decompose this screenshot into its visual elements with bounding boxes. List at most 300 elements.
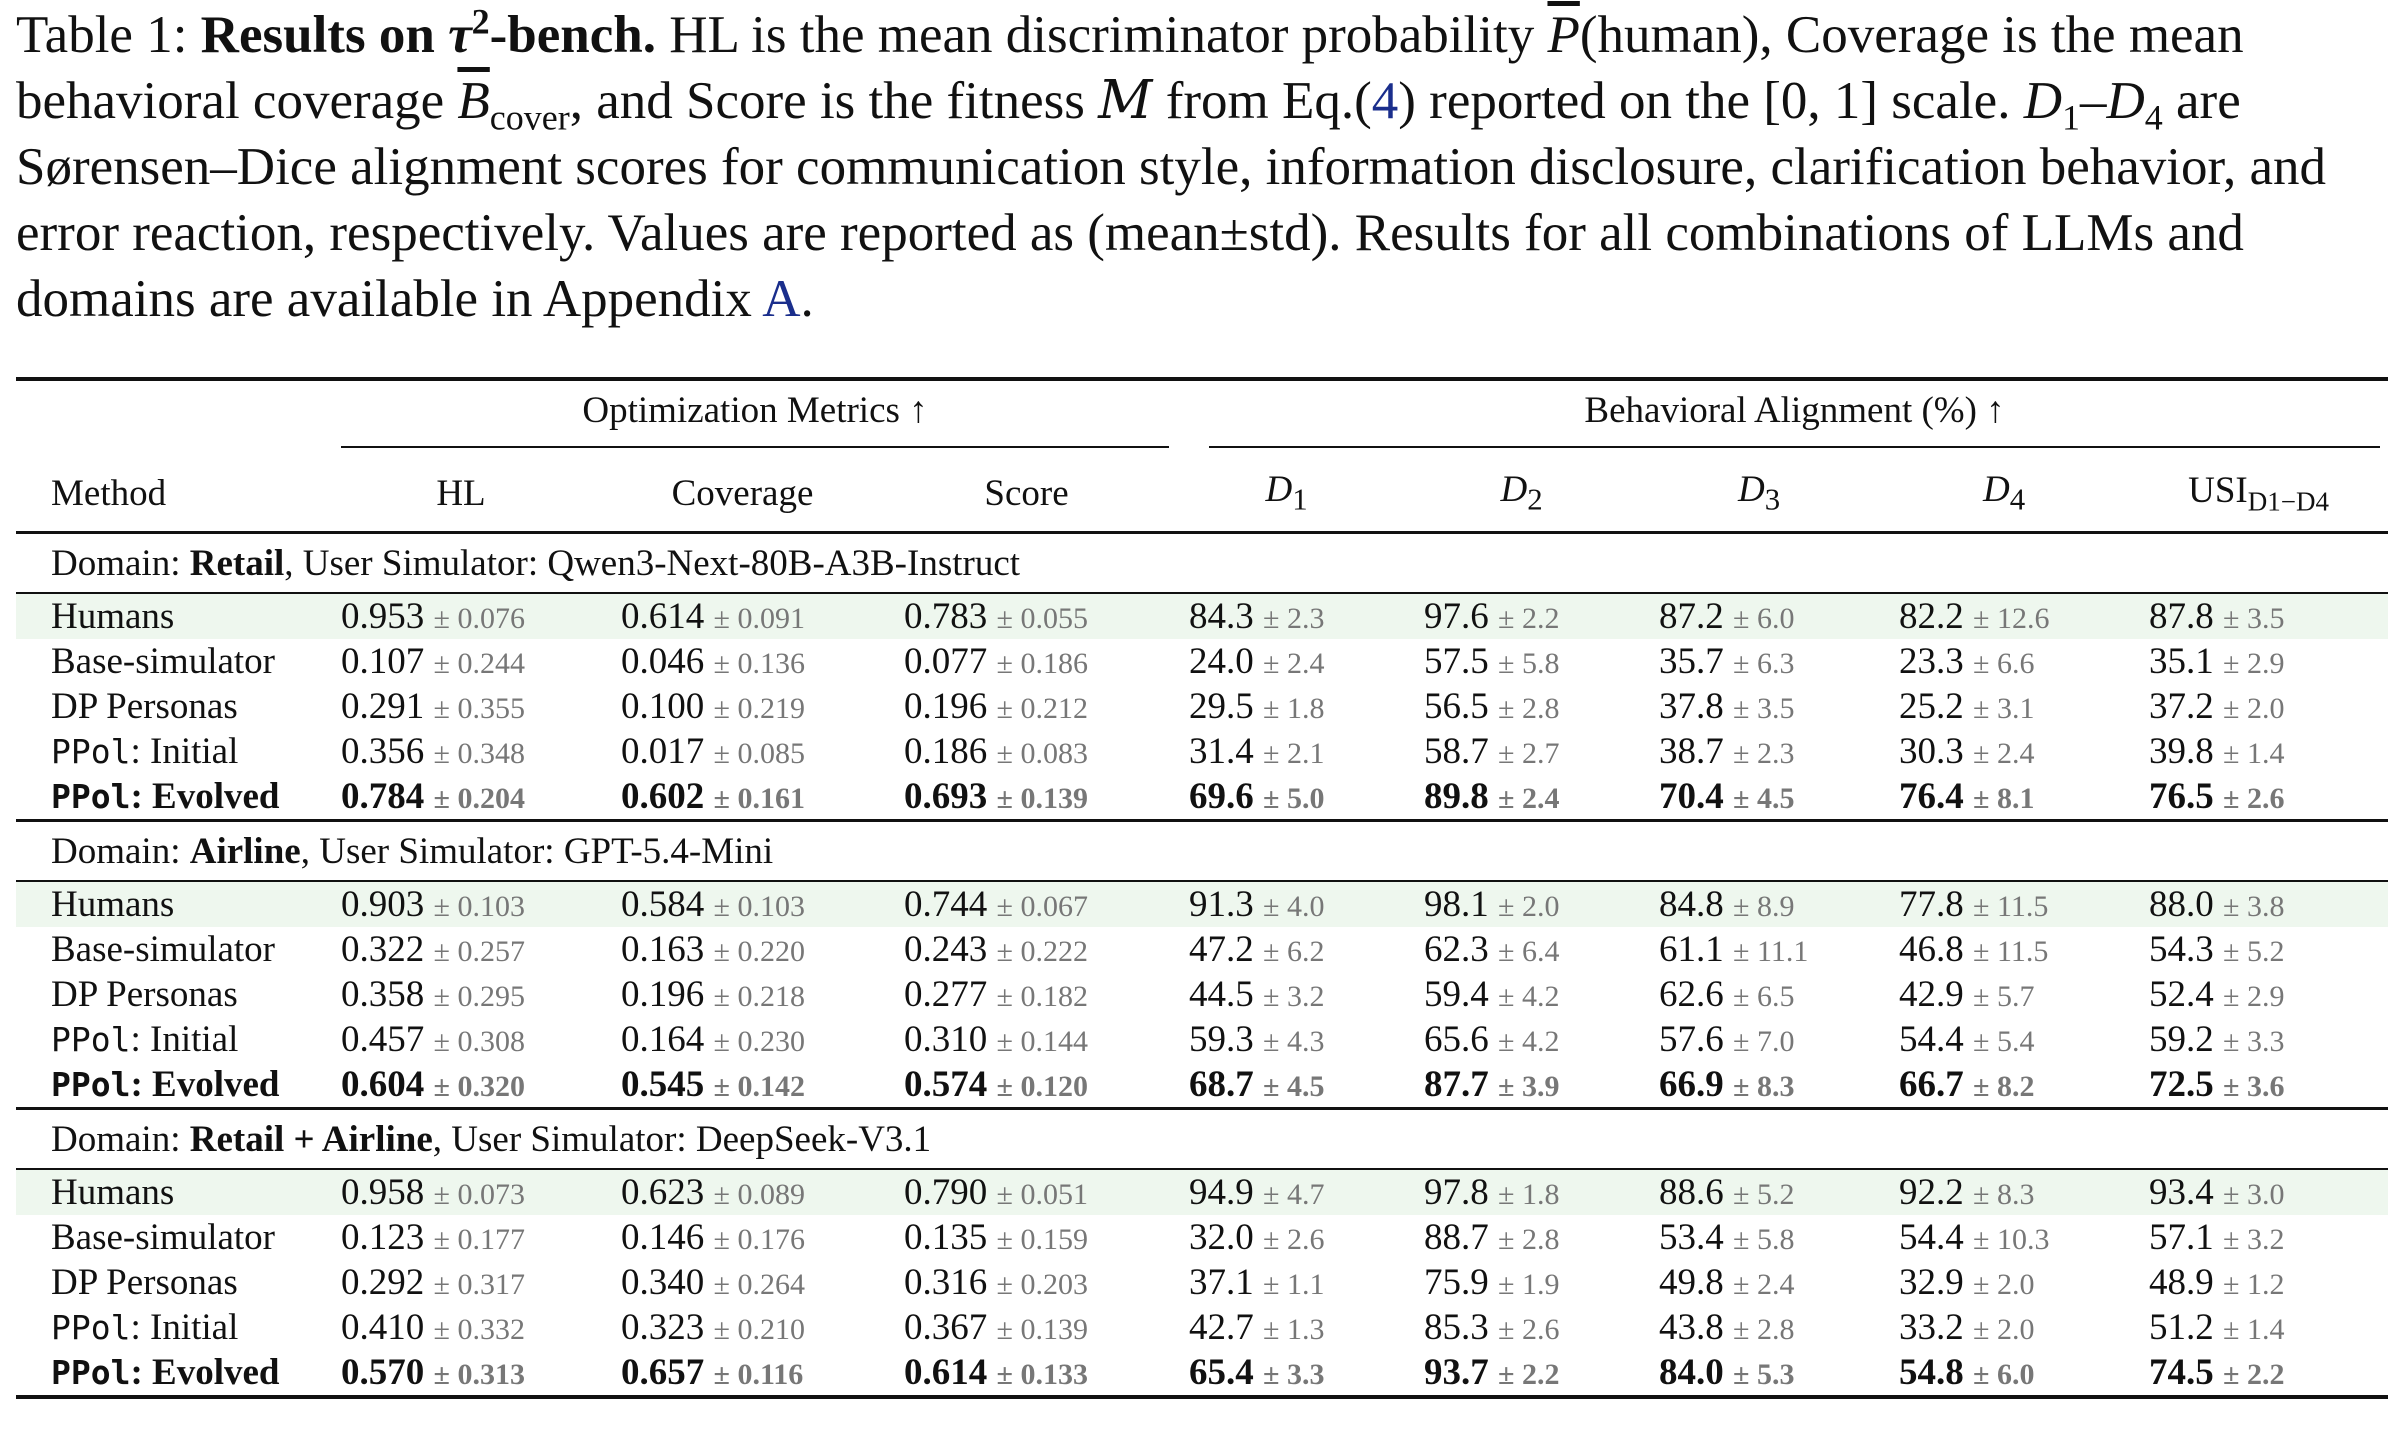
simulator-name: DeepSeek-V3.1: [695, 1118, 932, 1160]
mean-value: 0.457: [341, 1019, 425, 1060]
std-value: ± 3.9: [1498, 1070, 1560, 1103]
value-cell: [1404, 1062, 1639, 1109]
std-value: ± 3.3: [2223, 1025, 2285, 1058]
mean-value: 97.8: [1424, 1172, 1489, 1213]
method-name: PPol: [51, 1020, 131, 1059]
std-value: ± 4.5: [1733, 782, 1795, 815]
mean-value: 31.4: [1189, 731, 1254, 772]
table-caption: Table 1: Results on $\tau^2$-bench. HL is the mean discriminator probability $\overline{P}(human)$, Coverage is the mean behavioral coverage $\overline{B}_{cover}$, and Score is the fitness M from Eq.(4) reported on the [0, 1] scale. $D_1-D_4$ are Sørensen–Dice alignment scores for communication style, information disclosure, clarification behavior, and error reaction, respectively. Values are reported as (mean±std). Results for all combinations of LLMs and domains are available in Appendix A.: [16, 1, 2327, 328]
mean-value: 68.7: [1189, 1064, 1254, 1105]
mean-value: 88.0: [2149, 884, 2214, 925]
std-value: ± 0.103: [433, 890, 525, 923]
method-variant: : Initial: [130, 1019, 239, 1060]
mean-value: 0.604: [341, 1064, 425, 1105]
value-cell: [1639, 927, 1879, 972]
value-cell: [601, 639, 884, 684]
std-value: ± 0.116: [713, 1358, 804, 1391]
method-name: DP Personas: [51, 1262, 238, 1303]
std-value: ± 3.2: [1263, 980, 1325, 1013]
table-row: [16, 1062, 2388, 1109]
value-cell: [1404, 927, 1639, 972]
mean-value: 58.7: [1424, 731, 1489, 772]
value-cell: [601, 972, 884, 1017]
value-cell: [601, 927, 884, 972]
method-name: PPol: [51, 1065, 131, 1104]
std-value: ± 0.159: [996, 1223, 1088, 1256]
mean-value: 25.2: [1899, 686, 1964, 727]
mean-value: 0.164: [621, 1019, 705, 1060]
method-cell: [16, 881, 321, 927]
mean-value: 57.1: [2149, 1217, 2214, 1258]
mean-value: 91.3: [1189, 884, 1254, 925]
value-cell: [601, 593, 884, 639]
value-cell: [1879, 1062, 2129, 1109]
std-value: ± 0.120: [996, 1070, 1088, 1103]
std-value: ± 4.5: [1263, 1070, 1325, 1103]
mean-value: 65.6: [1424, 1019, 1489, 1060]
mean-value: 0.135: [904, 1217, 988, 1258]
value-cell: [2129, 881, 2388, 927]
std-value: ± 2.8: [1733, 1313, 1795, 1346]
appendix-ref-link[interactable]: A: [762, 270, 801, 328]
mean-value: 54.4: [1899, 1019, 1964, 1060]
method-name: PPol: [51, 1353, 131, 1392]
value-cell: [1404, 1305, 1639, 1350]
std-value: ± 6.3: [1733, 647, 1795, 680]
mean-value: 61.1: [1659, 929, 1724, 970]
mean-value: 54.4: [1899, 1217, 1964, 1258]
std-value: ± 3.3: [1263, 1358, 1325, 1391]
mean-value: 0.953: [341, 596, 425, 637]
value-cell: [321, 684, 601, 729]
std-value: ± 8.9: [1733, 890, 1795, 923]
value-cell: [884, 1062, 1169, 1109]
mean-value: 88.6: [1659, 1172, 1724, 1213]
value-cell: [1404, 1215, 1639, 1260]
value-cell: [1879, 684, 2129, 729]
std-value: ± 0.355: [433, 692, 525, 725]
mean-value: 75.9: [1424, 1262, 1489, 1303]
std-value: ± 1.1: [1263, 1268, 1325, 1301]
mean-value: 33.2: [1899, 1307, 1964, 1348]
value-cell: [2129, 729, 2388, 774]
std-value: ± 0.076: [433, 602, 525, 635]
value-cell: [2129, 927, 2388, 972]
value-cell: [1404, 684, 1639, 729]
value-cell: [1639, 881, 1879, 927]
std-value: ± 3.8: [2223, 890, 2285, 923]
method-cell: [16, 1017, 321, 1062]
value-cell: [601, 1305, 884, 1350]
value-cell: [1639, 1350, 1879, 1397]
col-header-coverage: Coverage: [601, 455, 884, 533]
value-cell: [1169, 1215, 1404, 1260]
mean-value: 0.657: [621, 1352, 705, 1393]
mean-value: 39.8: [2149, 731, 2214, 772]
table-row: [16, 684, 2388, 729]
value-cell: [2129, 684, 2388, 729]
value-cell: [601, 1062, 884, 1109]
value-cell: [1879, 1017, 2129, 1062]
mean-value: 35.1: [2149, 641, 2214, 682]
std-value: ± 2.6: [2223, 782, 2285, 815]
value-cell: [1639, 593, 1879, 639]
std-value: ± 3.6: [2223, 1070, 2285, 1103]
method-cell: [16, 684, 321, 729]
mean-value: 0.584: [621, 884, 705, 925]
std-value: ± 0.348: [433, 737, 525, 770]
std-value: ± 1.4: [2223, 737, 2285, 770]
value-cell: [2129, 972, 2388, 1017]
std-value: ± 0.320: [433, 1070, 525, 1103]
value-cell: [884, 1017, 1169, 1062]
mean-value: 66.9: [1659, 1064, 1724, 1105]
mean-value: 0.316: [904, 1262, 988, 1303]
std-value: ± 0.218: [713, 980, 805, 1013]
domain-header-row: [16, 1109, 2388, 1170]
mean-value: 37.2: [2149, 686, 2214, 727]
column-header-row: [16, 455, 2388, 533]
std-value: ± 6.0: [1733, 602, 1795, 635]
value-cell: [601, 729, 884, 774]
method-variant: : Evolved: [130, 1064, 280, 1105]
mean-value: 56.5: [1424, 686, 1489, 727]
table-row: [16, 972, 2388, 1017]
value-cell: [884, 972, 1169, 1017]
mean-value: 0.322: [341, 929, 425, 970]
mean-value: 84.3: [1189, 596, 1254, 637]
domain-header: [16, 533, 2388, 594]
std-value: ± 0.177: [433, 1223, 525, 1256]
col-header-d2: $D_2$: [1404, 455, 1639, 533]
value-cell: [321, 1017, 601, 1062]
std-value: ± 4.7: [1263, 1178, 1325, 1211]
value-cell: [1169, 684, 1404, 729]
method-name: Base-simulator: [51, 641, 276, 682]
table-row: [16, 593, 2388, 639]
std-value: ± 1.8: [1498, 1178, 1560, 1211]
std-value: ± 2.0: [2223, 692, 2285, 725]
method-name: DP Personas: [51, 686, 238, 727]
value-cell: [1169, 972, 1404, 1017]
value-cell: [321, 1260, 601, 1305]
mean-value: 24.0: [1189, 641, 1254, 682]
mean-value: 44.5: [1189, 974, 1254, 1015]
table-row: [16, 774, 2388, 821]
value-cell: [1639, 1260, 1879, 1305]
mean-value: 57.5: [1424, 641, 1489, 682]
mean-value: 77.8: [1899, 884, 1964, 925]
mean-value: 76.4: [1899, 776, 1964, 817]
std-value: ± 0.257: [433, 935, 525, 968]
std-value: ± 0.176: [713, 1223, 805, 1256]
value-cell: [321, 972, 601, 1017]
mean-value: 0.146: [621, 1217, 705, 1258]
method-name: DP Personas: [51, 974, 238, 1015]
std-value: ± 0.089: [713, 1178, 805, 1211]
table-row: [16, 1215, 2388, 1260]
value-cell: [2129, 593, 2388, 639]
std-value: ± 0.230: [713, 1025, 805, 1058]
value-cell: [321, 881, 601, 927]
group-header-optimization: Optimization Metrics ↑: [321, 379, 1169, 455]
std-value: ± 3.1: [1973, 692, 2035, 725]
value-cell: [1404, 774, 1639, 821]
value-cell: [1169, 1062, 1404, 1109]
table-row: [16, 1260, 2388, 1305]
value-cell: [321, 927, 601, 972]
table-row: [16, 639, 2388, 684]
mean-value: 0.196: [621, 974, 705, 1015]
std-value: ± 0.103: [713, 890, 805, 923]
value-cell: [321, 1062, 601, 1109]
value-cell: [884, 881, 1169, 927]
std-value: ± 6.5: [1733, 980, 1795, 1013]
mean-value: 0.291: [341, 686, 425, 727]
std-value: ± 0.295: [433, 980, 525, 1013]
std-value: ± 11.5: [1973, 935, 2049, 968]
value-cell: [321, 1305, 601, 1350]
value-cell: [1404, 593, 1639, 639]
col-header-score: Score: [884, 455, 1169, 533]
std-value: ± 5.7: [1973, 980, 2035, 1013]
std-value: ± 0.055: [996, 602, 1088, 635]
value-cell: [1404, 881, 1639, 927]
mean-value: 59.2: [2149, 1019, 2214, 1060]
value-cell: [884, 774, 1169, 821]
std-value: ± 5.0: [1263, 782, 1325, 815]
value-cell: [884, 684, 1169, 729]
mean-value: 0.340: [621, 1262, 705, 1303]
std-value: ± 8.3: [1973, 1178, 2035, 1211]
results-table: [16, 377, 2388, 1399]
value-cell: [1879, 1215, 2129, 1260]
table-row: [16, 927, 2388, 972]
std-value: ± 5.2: [2223, 935, 2285, 968]
std-value: ± 2.0: [1973, 1268, 2035, 1301]
mean-value: 84.8: [1659, 884, 1724, 925]
mean-value: 32.0: [1189, 1217, 1254, 1258]
table-row: [16, 729, 2388, 774]
value-cell: [1169, 729, 1404, 774]
mean-value: 51.2: [2149, 1307, 2214, 1348]
std-value: ± 0.308: [433, 1025, 525, 1058]
value-cell: [1169, 774, 1404, 821]
value-cell: [601, 1017, 884, 1062]
value-cell: [884, 1305, 1169, 1350]
mean-value: 46.8: [1899, 929, 1964, 970]
mean-value: 0.017: [621, 731, 705, 772]
std-value: ± 0.182: [996, 980, 1088, 1013]
std-value: ± 0.133: [996, 1358, 1088, 1391]
std-value: ± 0.212: [996, 692, 1088, 725]
mean-value: 76.5: [2149, 776, 2214, 817]
mean-value: 48.9: [2149, 1262, 2214, 1303]
mean-value: 0.358: [341, 974, 425, 1015]
method-cell: [16, 927, 321, 972]
mean-value: 42.7: [1189, 1307, 1254, 1348]
mean-value: 0.545: [621, 1064, 705, 1105]
method-variant: : Evolved: [130, 776, 280, 817]
value-cell: [2129, 1215, 2388, 1260]
std-value: ± 4.3: [1263, 1025, 1325, 1058]
mean-value: 0.163: [621, 929, 705, 970]
std-value: ± 0.332: [433, 1313, 525, 1346]
value-cell: [2129, 1350, 2388, 1397]
method-cell: [16, 1062, 321, 1109]
mean-value: 57.6: [1659, 1019, 1724, 1060]
value-cell: [601, 1169, 884, 1215]
std-value: ± 0.313: [433, 1358, 525, 1391]
value-cell: [884, 927, 1169, 972]
value-cell: [321, 1215, 601, 1260]
std-value: ± 0.139: [996, 1313, 1088, 1346]
method-name: Humans: [51, 596, 175, 637]
mean-value: 93.4: [2149, 1172, 2214, 1213]
value-cell: [1879, 639, 2129, 684]
std-value: ± 5.8: [1733, 1223, 1795, 1256]
value-cell: [884, 593, 1169, 639]
std-value: ± 2.0: [1498, 890, 1560, 923]
mean-value: 37.1: [1189, 1262, 1254, 1303]
mean-value: 0.243: [904, 929, 988, 970]
value-cell: [1169, 1017, 1404, 1062]
value-cell: [884, 639, 1169, 684]
mean-value: 0.367: [904, 1307, 988, 1348]
method-name: PPol: [51, 1308, 131, 1347]
std-value: ± 0.073: [433, 1178, 525, 1211]
mean-value: 0.903: [341, 884, 425, 925]
std-value: ± 2.0: [1973, 1313, 2035, 1346]
method-cell: [16, 972, 321, 1017]
mean-value: 97.6: [1424, 596, 1489, 637]
std-value: ± 11.1: [1733, 935, 1809, 968]
mean-value: 84.0: [1659, 1352, 1724, 1393]
std-value: ± 0.220: [713, 935, 805, 968]
mean-value: 59.4: [1424, 974, 1489, 1015]
std-value: ± 1.9: [1498, 1268, 1560, 1301]
mean-value: 93.7: [1424, 1352, 1489, 1393]
std-value: ± 8.3: [1733, 1070, 1795, 1103]
std-value: ± 2.7: [1498, 737, 1560, 770]
std-value: ± 2.6: [1263, 1223, 1325, 1256]
value-cell: [1639, 639, 1879, 684]
method-variant: : Initial: [130, 1307, 239, 1348]
mean-value: 35.7: [1659, 641, 1724, 682]
std-value: ± 8.2: [1973, 1070, 2035, 1103]
mean-value: 62.3: [1424, 929, 1489, 970]
std-value: ± 5.3: [1733, 1358, 1795, 1391]
mean-value: 66.7: [1899, 1064, 1964, 1105]
value-cell: [1879, 972, 2129, 1017]
mean-value: 0.323: [621, 1307, 705, 1348]
value-cell: [1639, 1215, 1879, 1260]
mean-value: 0.410: [341, 1307, 425, 1348]
value-cell: [2129, 1062, 2388, 1109]
method-cell: [16, 1260, 321, 1305]
value-cell: [1639, 1017, 1879, 1062]
value-cell: [884, 1169, 1169, 1215]
mean-value: 0.186: [904, 731, 988, 772]
mean-value: 23.3: [1899, 641, 1964, 682]
mean-value: 0.958: [341, 1172, 425, 1213]
value-cell: [1879, 881, 2129, 927]
mean-value: 0.783: [904, 596, 988, 637]
value-cell: [1404, 1260, 1639, 1305]
domain-label: Domain:: [51, 830, 190, 872]
std-value: ± 1.2: [2223, 1268, 2285, 1301]
mean-value: 42.9: [1899, 974, 1964, 1015]
method-cell: [16, 729, 321, 774]
mean-value: 0.277: [904, 974, 988, 1015]
domain-name: Retail + Airline: [189, 1118, 433, 1160]
value-cell: [2129, 639, 2388, 684]
mean-value: 94.9: [1189, 1172, 1254, 1213]
mean-value: 32.9: [1899, 1262, 1964, 1303]
mean-value: 87.8: [2149, 596, 2214, 637]
std-value: ± 0.317: [433, 1268, 525, 1301]
std-value: ± 0.244: [433, 647, 525, 680]
std-value: ± 4.0: [1263, 890, 1325, 923]
value-cell: [1879, 593, 2129, 639]
method-name: Base-simulator: [51, 929, 276, 970]
std-value: ± 5.2: [1733, 1178, 1795, 1211]
std-value: ± 2.9: [2223, 980, 2285, 1013]
equation-ref-link[interactable]: 4: [1371, 72, 1399, 130]
value-cell: [884, 1215, 1169, 1260]
method-cell: [16, 1215, 321, 1260]
value-cell: [1639, 1062, 1879, 1109]
value-cell: [1169, 927, 1404, 972]
std-value: ± 2.2: [1498, 1358, 1560, 1391]
value-cell: [1639, 1305, 1879, 1350]
std-value: ± 2.4: [1263, 647, 1325, 680]
std-value: ± 1.4: [2223, 1313, 2285, 1346]
value-cell: [321, 1350, 601, 1397]
col-header-method: Method: [16, 455, 321, 533]
std-value: ± 10.3: [1973, 1223, 2050, 1256]
simulator-label: , User Simulator:: [284, 542, 548, 584]
value-cell: [1404, 1017, 1639, 1062]
value-cell: [1879, 1305, 2129, 1350]
std-value: ± 0.222: [996, 935, 1088, 968]
method-cell: [16, 1169, 321, 1215]
std-value: ± 6.6: [1973, 647, 2035, 680]
table-body: [16, 533, 2388, 1398]
method-variant: : Evolved: [130, 1352, 280, 1393]
value-cell: [321, 1169, 601, 1215]
table-row: [16, 1017, 2388, 1062]
std-value: ± 6.2: [1263, 935, 1325, 968]
value-cell: [1169, 1169, 1404, 1215]
std-value: ± 0.067: [996, 890, 1088, 923]
value-cell: [1879, 1350, 2129, 1397]
std-value: ± 0.136: [713, 647, 805, 680]
simulator-label: , User Simulator:: [432, 1118, 696, 1160]
std-value: ± 2.8: [1498, 1223, 1560, 1256]
domain-header: [16, 821, 2388, 882]
method-cell: [16, 593, 321, 639]
std-value: ± 2.2: [1498, 602, 1560, 635]
mean-value: 74.5: [2149, 1352, 2214, 1393]
mean-value: 43.8: [1659, 1307, 1724, 1348]
domain-header-row: [16, 821, 2388, 882]
std-value: ± 3.0: [2223, 1178, 2285, 1211]
value-cell: [1639, 684, 1879, 729]
value-cell: [1404, 1169, 1639, 1215]
mean-value: 0.123: [341, 1217, 425, 1258]
method-name: PPol: [51, 732, 131, 771]
